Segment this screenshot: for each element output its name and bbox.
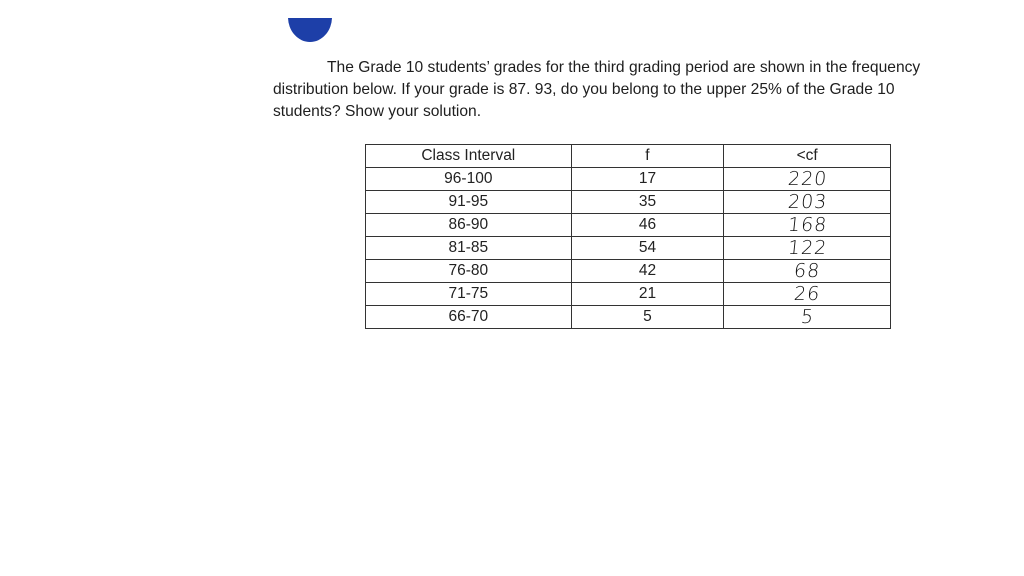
table-header-row bbox=[366, 145, 891, 168]
class-interval-cell: 81-85 bbox=[366, 237, 572, 260]
frequency-cell: 17 bbox=[571, 168, 724, 191]
handwritten-cf: 203 bbox=[786, 191, 828, 213]
problem-statement: The Grade 10 students’ grades for the third grading period are shown in the frequency distribution below. If your grade is 87. 93, do you belong to the upper 25% of the Grade 10 students? Show your solution. bbox=[273, 59, 921, 120]
frequency-cell: 46 bbox=[571, 214, 724, 237]
frequency-cell: 5 bbox=[571, 306, 724, 329]
header-frequency: f bbox=[571, 145, 724, 168]
class-interval-cell: 66-70 bbox=[366, 306, 572, 329]
class-interval-cell: 96-100 bbox=[366, 168, 572, 191]
handwritten-cf: 220 bbox=[786, 168, 828, 190]
blue-header-mark bbox=[288, 18, 332, 46]
cumulative-frequency-cell bbox=[724, 191, 891, 214]
class-interval-cell: 76-80 bbox=[366, 260, 572, 283]
table-row bbox=[366, 237, 891, 260]
table-row bbox=[366, 168, 891, 191]
class-interval-cell: 86-90 bbox=[366, 214, 572, 237]
handwritten-cf: 5 bbox=[799, 306, 815, 328]
table-row bbox=[366, 306, 891, 329]
table-row bbox=[366, 283, 891, 306]
frequency-cell: 42 bbox=[571, 260, 724, 283]
table-row bbox=[366, 191, 891, 214]
handwritten-cf: 26 bbox=[792, 283, 822, 305]
handwritten-cf: 122 bbox=[786, 237, 828, 259]
header-cumulative-frequency: <cf bbox=[724, 145, 891, 168]
table-row bbox=[366, 260, 891, 283]
table-row bbox=[366, 214, 891, 237]
cumulative-frequency-cell bbox=[724, 237, 891, 260]
header-class-interval: Class Interval bbox=[366, 145, 572, 168]
frequency-cell: 54 bbox=[571, 237, 724, 260]
cumulative-frequency-cell bbox=[724, 260, 891, 283]
cumulative-frequency-cell bbox=[724, 168, 891, 191]
class-interval-cell: 71-75 bbox=[366, 283, 572, 306]
handwritten-cf: 168 bbox=[786, 214, 828, 236]
cumulative-frequency-cell bbox=[724, 214, 891, 237]
cumulative-frequency-cell bbox=[724, 306, 891, 329]
frequency-distribution-table bbox=[365, 144, 891, 329]
frequency-cell: 21 bbox=[571, 283, 724, 306]
class-interval-cell: 91-95 bbox=[366, 191, 572, 214]
cumulative-frequency-cell bbox=[724, 283, 891, 306]
handwritten-cf: 68 bbox=[792, 260, 822, 282]
frequency-cell: 35 bbox=[571, 191, 724, 214]
